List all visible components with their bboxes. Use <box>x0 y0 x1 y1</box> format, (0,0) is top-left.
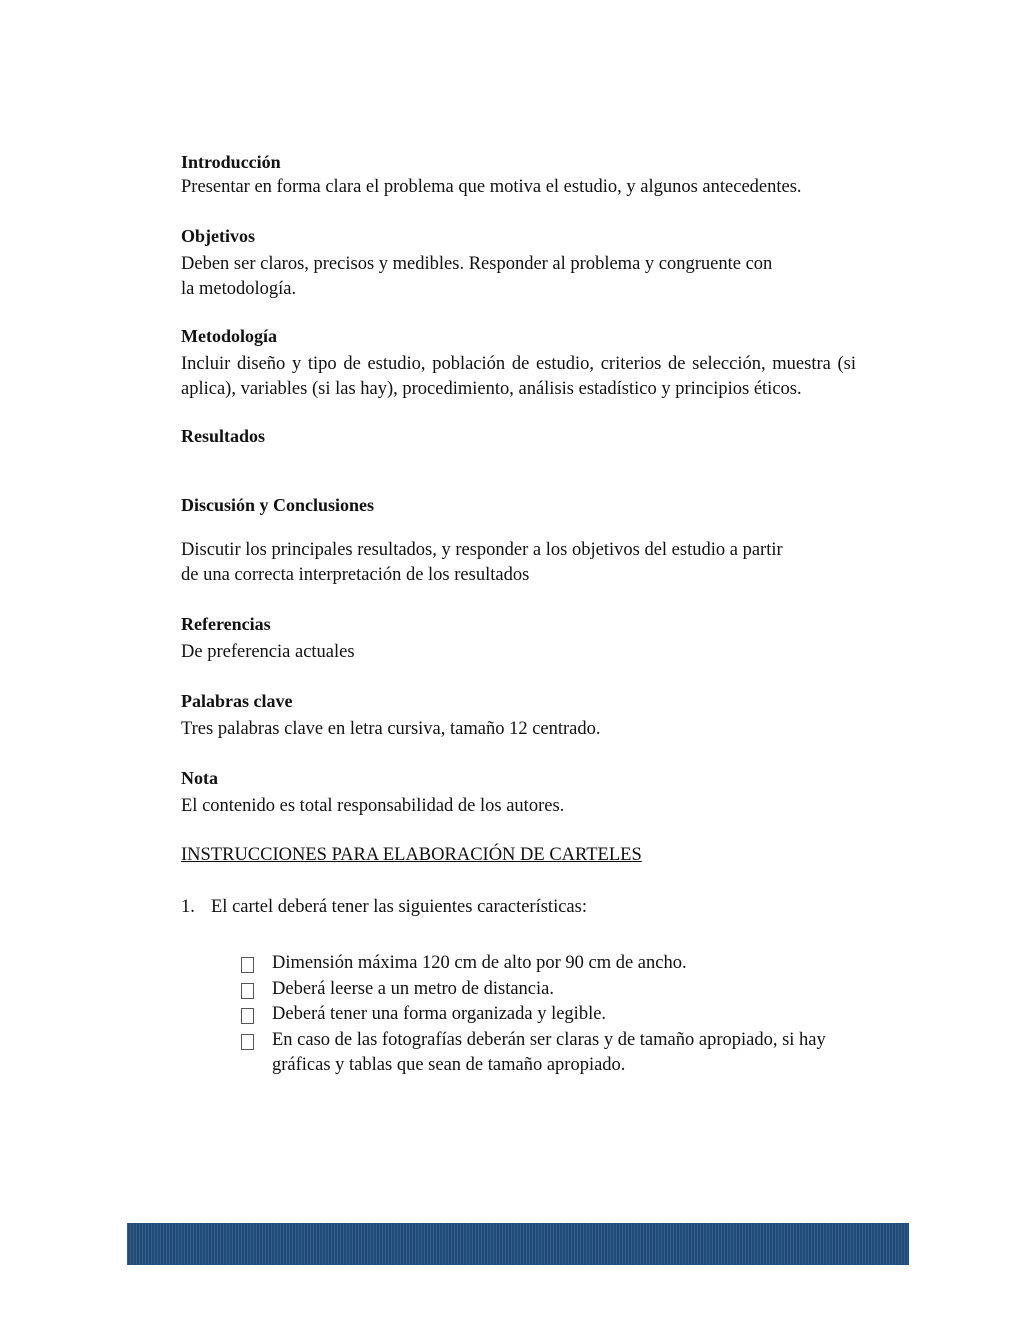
list-item <box>241 1028 856 1079</box>
heading-discusion: Discusión y Conclusiones <box>181 495 375 515</box>
text-objetivos-line2: la metodología. <box>181 279 297 299</box>
list-item <box>241 1002 856 1028</box>
text-palabras-clave: Tres palabras clave en letra cursiva, tamaño 12 centrado. <box>181 719 601 739</box>
heading-referencias: Referencias <box>181 614 271 634</box>
text-discusion-line2: de una correcta interpretación de los resultados <box>181 565 530 585</box>
heading-objetivos: Objetivos <box>181 226 255 246</box>
bullet-box-icon <box>241 957 254 973</box>
bullet-text: Dimensión máxima 120 cm de alto por 90 cm de ancho. <box>272 953 687 973</box>
bullet-text: Deberá tener una forma organizada y legible. <box>272 1004 607 1024</box>
section-referencias <box>181 612 856 665</box>
section-metodologia <box>181 324 856 402</box>
section-objetivos <box>181 224 856 302</box>
section-resultados <box>181 424 856 449</box>
bullet-text: En caso de las fotografías deberán ser claras y de tamaño apropiado, si hay gráficas y tablas que sean de tamaño apropiado. <box>272 1029 826 1075</box>
item-number: 1. <box>181 897 195 917</box>
instructions-title: INSTRUCCIONES PARA ELABORACIÓN DE CARTELES <box>181 845 642 865</box>
text-referencias: De preferencia actuales <box>181 642 355 662</box>
heading-metodologia: Metodología <box>181 326 277 346</box>
text-objetivos-line1: Deben ser claros, precisos y medibles. Responder al problema y congruente con <box>181 254 773 274</box>
text-discusion-line1: Discutir los principales resultados, y responder a los objetivos del estudio a partir <box>181 540 783 560</box>
text-introduccion: Presentar en forma clara el problema que motiva el estudio, y algunos antecedentes. <box>181 177 802 197</box>
item-text: El cartel deberá tener las siguientes características: <box>211 897 587 917</box>
list-item <box>241 977 856 1003</box>
section-nota <box>181 766 856 819</box>
bullet-box-icon <box>241 1034 254 1050</box>
heading-resultados: Resultados <box>181 426 266 446</box>
numbered-item <box>181 895 856 920</box>
heading-palabras-clave: Palabras clave <box>181 691 293 711</box>
bullet-text: Deberá leerse a un metro de distancia. <box>272 978 554 999</box>
characteristics-list <box>181 951 856 1079</box>
document-content <box>181 150 856 1079</box>
bullet-box-icon <box>241 983 254 999</box>
footer-band <box>127 1223 909 1265</box>
heading-nota: Nota <box>181 768 218 788</box>
bullet-box-icon <box>241 1008 254 1024</box>
text-metodologia: Incluir diseño y tipo de estudio, población de estudio, criterios de selección, muestra (si aplica), variables (si las hay), procedimiento, análisis estadístico y principios éticos. <box>181 354 856 399</box>
list-item <box>241 951 856 977</box>
text-nota: El contenido es total responsabilidad de los autores. <box>181 796 565 816</box>
section-palabras-clave <box>181 689 856 742</box>
section-discusion <box>181 493 856 588</box>
section-introduccion <box>181 150 856 200</box>
heading-introduccion: Introducción <box>181 152 281 172</box>
